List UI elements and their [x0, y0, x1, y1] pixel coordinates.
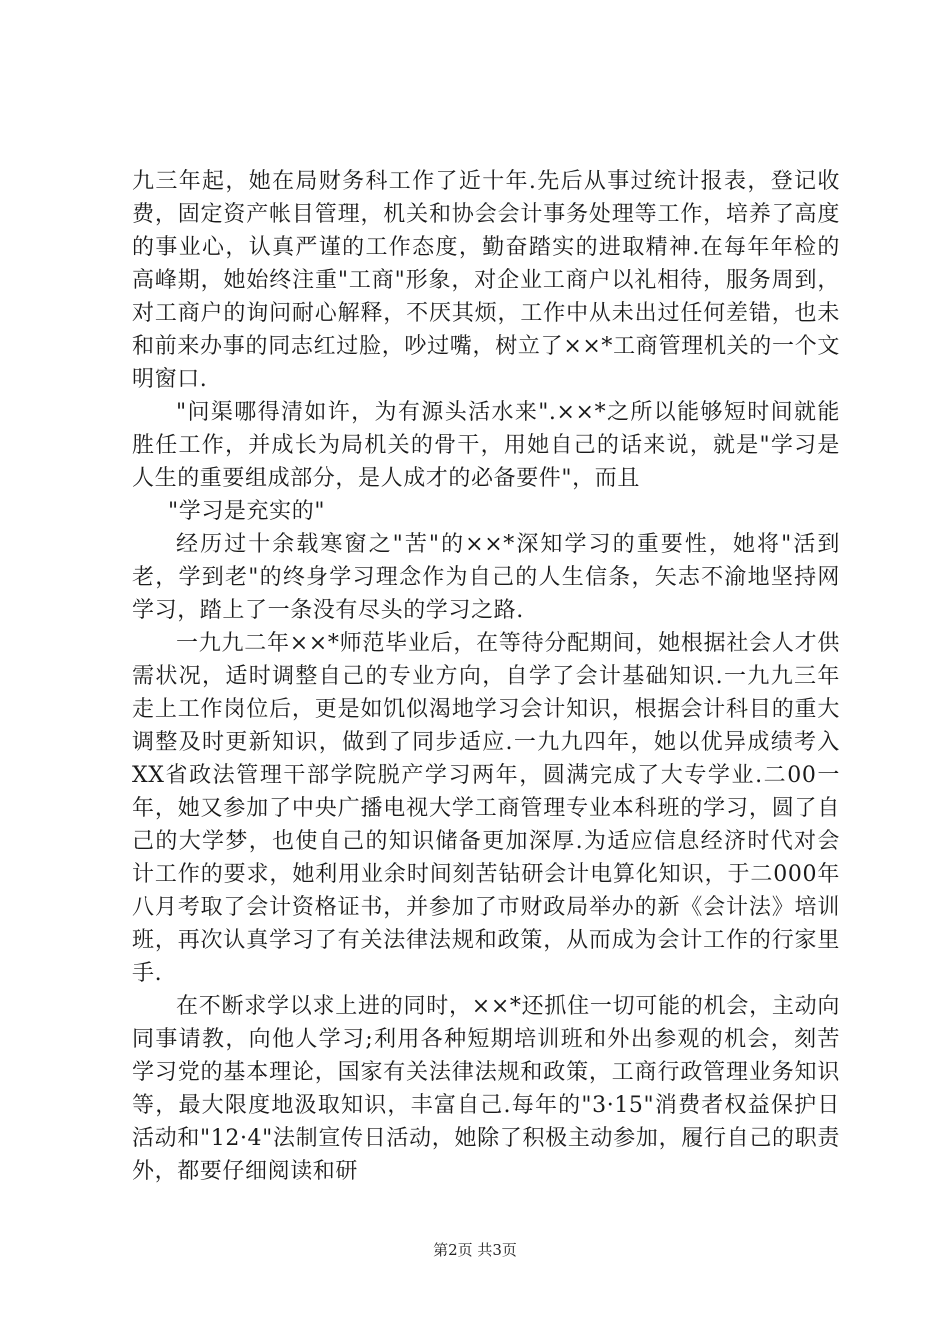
paragraph-4: 经历过十余载寒窗之"苦"的××*深知学习的重要性，她将"活到老，学到老"的终身学习理念作为自己的人生信条，矢志不渝地坚持网学习，踏上了一条没有尽头的学习之路. — [132, 532, 840, 623]
page-footer: 第2页 共3页 — [433, 1241, 517, 1259]
paragraph-6: 在不断求学以求上进的同时，××*还抓住一切可能的机会，主动向同事请教，向他人学习;利用各种短期培训班和外出参观的机会，刻苦学习党的基本理论，国家有关法律法规和政策，工商行政管理业务知识等，最大限度地汲取知识，丰富自己.每年的"3·15"消费者权益保护日活动和"12·4"法制宣传日活动，她除了积极主动参加，履行自己的职责外，都要仔细阅读和研 — [132, 994, 840, 1184]
paragraph-5: 一九九二年××*师范毕业后，在等待分配期间，她根据社会人才供需状况，适时调整自己的专业方向，自学了会计基础知识.一九九三年走上工作岗位后，更是如饥似渴地学习会计知识，根据会计科目的重大调整及时更新知识，做到了同步适应.一九九四年，她以优异成绩考入XX省政法管理干部学院脱产学习两年，圆满完成了大专学业.二00一年，她又参加了中央广播电视大学工商管理专业本科班的学习，圆了自己的大学梦，也使自己的知识储备更加深厚.为适应信息经济时代对会计工作的要求，她利用业余时间刻苦钻研会计电算化知识，于二000年八月考取了会计资格证书，并参加了市财政局举办的新《会计法》培训班，再次认真学习了有关法律法规和政策，从而成为会计工作的行家里手. — [132, 631, 840, 986]
paragraph-3: "学习是充实的" — [168, 499, 326, 524]
document-body — [132, 165, 840, 1188]
paragraph-1: 九三年起，她在局财务科工作了近十年.先后从事过统计报表，登记收费，固定资产帐目管理，机关和协会会计事务处理等工作，培养了高度的事业心，认真严谨的工作态度，勤奋踏实的进取精神.在每年年检的高峰期，她始终注重"工商"形象，对企业工商户以礼相待，服务周到，对工商户的询问耐心解释，不厌其烦，工作中从未出过任何差错，也未和前来办事的同志红过脸，吵过嘴，树立了××*工商管理机关的一个文明窗口. — [132, 169, 840, 392]
paragraph-2: "问渠哪得清如许，为有源头活水来".××*之所以能够短时间就能胜任工作，并成长为局机关的骨干，用她自己的话来说，就是"学习是人生的重要组成部分，是人成才的必备要件"，而且 — [132, 400, 840, 491]
